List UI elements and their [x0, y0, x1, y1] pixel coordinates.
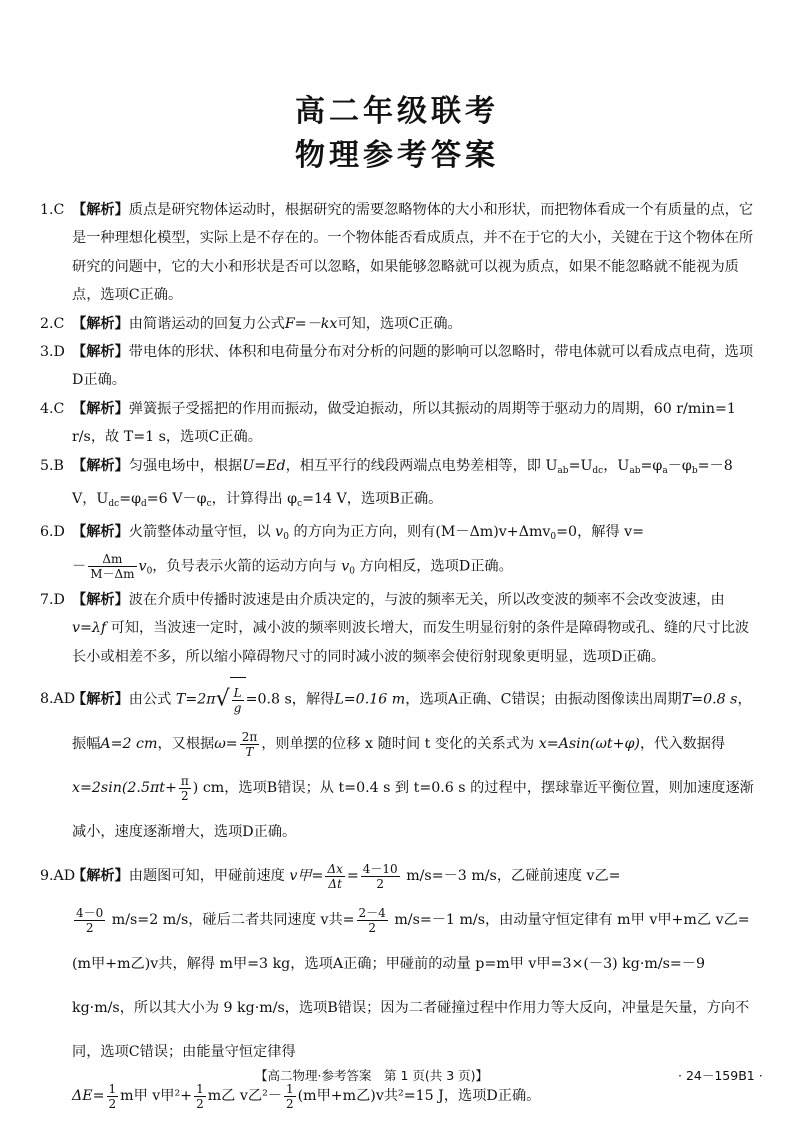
answer-text: 的方向为正方向，则有(M－Δm)v+Δmv	[293, 524, 551, 541]
formula: x=Asin(ωt+φ)	[538, 736, 640, 752]
answer-text: =－8 V，U	[72, 457, 733, 508]
subscript: 0	[550, 532, 557, 543]
answer-text: (m甲+m乙)v共²=15 J，选项D正确。	[297, 1088, 541, 1104]
answer-text: ，计算得出 φ	[211, 491, 298, 508]
formula: m甲 v甲²+	[120, 1088, 193, 1104]
answer-text: 方向相反，选项D正确。	[359, 558, 513, 575]
equals: =	[346, 868, 359, 884]
formula: ω=	[214, 736, 238, 752]
footer-page-info: 【高二物理·参考答案 第 1 页(共 3 页)】	[255, 1068, 489, 1083]
answer-4	[40, 395, 758, 452]
title-line-1: 高二年级联考	[295, 94, 499, 129]
answer-text: 由题图可知，甲碰前速度	[128, 868, 285, 884]
subscript: dc	[592, 465, 604, 476]
formula: F=－kx	[284, 315, 338, 332]
subscript: 0	[349, 566, 356, 577]
answer-2	[40, 310, 758, 338]
answer-text: 由简谐运动的回复力公式	[128, 315, 285, 332]
formula: A=2 cm	[100, 736, 158, 752]
answer-text: =U	[568, 457, 593, 474]
answer-7	[40, 586, 758, 671]
fraction	[194, 1082, 206, 1111]
answer-text: 可知，当波速一定时，减小波的频率则波长增大，而发生明显衍射的条件是障碍物或孔、缝的尺寸比波长小或相差不多，所以缩小障碍物尺寸的同时减小波的频率会使衍射现象更明显，选项D正确。	[72, 620, 750, 665]
answer-text: ，代入数据得	[639, 736, 726, 752]
answer-number: 4.C	[40, 400, 65, 417]
answer-number: 1.C	[40, 202, 65, 218]
numerator: Δm	[88, 552, 136, 567]
fraction	[325, 862, 344, 891]
square-root	[216, 677, 246, 722]
answer-text: =6 V－φ	[146, 491, 207, 508]
numerator: 1	[285, 1081, 294, 1096]
answer-text: =0，解得 v=	[556, 524, 645, 541]
fraction	[240, 730, 260, 759]
variable: v	[275, 524, 284, 541]
formula: L=0.16 m	[334, 691, 406, 708]
answer-text: m/s=－1 m/s，由动量守恒定律有 m甲 v甲+m乙 v乙=(m甲+m乙)v共，解得 m甲=3 kg，选项A正确；甲碰前的动量 p=m甲 v甲=3×(－3) kg·m/s=－9 kg·m/s，所以其大小为 9 kg·m/s，选项B错误；因为二者碰撞过程中作用力等大反向，冲量是矢量，方向不同，选项C错误；由能量守恒定律得	[72, 912, 750, 1060]
formula: m乙 v乙²－	[207, 1088, 282, 1104]
denominator: 2	[85, 920, 94, 935]
formula: T=2π	[175, 691, 216, 708]
numerator: 4－10	[362, 861, 398, 876]
numerator: 1	[196, 1081, 204, 1096]
answer-text: =0.8 s，解得	[245, 691, 335, 708]
denominator: 2	[285, 1096, 294, 1111]
numerator: 1	[108, 1081, 117, 1096]
numerator: Δx	[327, 861, 343, 876]
numerator: 2π	[241, 729, 258, 744]
denominator: 2	[376, 876, 385, 891]
formula: U=Ed	[242, 457, 286, 474]
subscript: ab	[557, 465, 569, 476]
numerator: L	[233, 685, 242, 700]
analysis-tag: 【解析】	[72, 868, 129, 884]
answer-text: =φ	[119, 491, 142, 508]
answer-text: 波在介质中传播时波速是由介质决定的，与波的频率无关，所以改变波的频率不会改变波速，由	[128, 591, 725, 608]
answer-text: 火箭整体动量守恒，以	[128, 524, 271, 541]
formula: ΔE=	[72, 1088, 105, 1104]
subscript: b	[691, 465, 698, 476]
answer-text: ，选项B错误；从 t=0.4 s 到 t=0.6 s 的过程中，摆球靠近平衡位置，则加速度逐渐减小，速度逐渐增大，选项D正确。	[72, 780, 754, 840]
answer-text: 匀强电场中，根据	[128, 457, 243, 474]
numerator: 2－4	[358, 905, 386, 920]
answer-text: 带电体的形状、体积和电荷量分布对分析的问题的影响可以忽略时，带电体就可以看成点电荷，选项D正确。	[72, 344, 754, 389]
denominator: 2	[368, 920, 376, 935]
fraction	[361, 862, 400, 891]
subscript: c	[297, 499, 303, 510]
answer-text: ，U	[603, 457, 630, 474]
answer-text: 可知，选项C正确。	[337, 315, 462, 332]
answer-number: 6.D	[40, 524, 65, 541]
subscript: 0	[283, 532, 289, 543]
denominator: 2	[196, 1096, 204, 1111]
answer-text: ，选项A正确、C错误；由振动图像读出周期	[405, 691, 682, 708]
answer-number: 9.AD	[40, 868, 76, 884]
variable: v	[138, 558, 147, 575]
formula: v=λf	[72, 620, 107, 637]
minus-sign: －	[72, 558, 87, 575]
denominator: 2	[108, 1096, 117, 1111]
radical-sign-icon: √	[215, 686, 230, 712]
answer-text: 质点是研究物体运动时，根据研究的需要忽略物体的大小和形状，而把物体看成一个有质量的点，它是一种理想化模型，实际上是不存在的。一个物体能否看成质点，并不在于它的大小，关键在于这个物体在所研究的问题中，它的大小和形状是否可以忽略，如果能够忽略就可以视为质点，如果不能忽略就不能视为质点，选项C正确。	[72, 202, 754, 304]
numerator: 4－0	[76, 905, 104, 920]
answer-text: =φ	[640, 457, 663, 474]
formula: T=0.8 s	[681, 691, 738, 708]
answer-text: 弹簧振子受摇把的作用而振动，做受迫振动，所以其振动的周期等于驱动力的周期，60 r/min=1 r/s，故 T=1 s，选项C正确。	[72, 400, 736, 446]
analysis-tag: 【解析】	[72, 591, 129, 608]
fraction	[74, 906, 105, 935]
denominator: Δt	[328, 876, 342, 891]
analysis-tag: 【解析】	[72, 691, 129, 708]
answers-body	[40, 196, 758, 1118]
formula: v甲=	[289, 868, 324, 884]
answer-text: 由公式	[128, 691, 172, 708]
answer-text: m/s=－3 m/s，乙碰前速度 v乙=	[406, 868, 621, 884]
answer-3	[40, 338, 758, 395]
analysis-tag: 【解析】	[72, 457, 129, 474]
analysis-tag: 【解析】	[72, 202, 129, 218]
answer-text: =14 V，选项B正确。	[302, 491, 443, 508]
denominator: 2	[181, 788, 189, 803]
answer-number: 7.D	[40, 591, 65, 608]
subscript: d	[141, 499, 147, 510]
subscript: a	[662, 465, 668, 476]
subscript: dc	[108, 499, 120, 510]
answer-text: m/s=2 m/s，碰后二者共同速度 v共=	[111, 912, 355, 928]
subscript: c	[206, 499, 212, 510]
fraction	[107, 1082, 119, 1111]
answer-text: －φ	[667, 457, 692, 474]
formula: x=2sin(2.5πt+	[72, 780, 177, 796]
formula: ) cm	[192, 780, 225, 796]
answer-number: 8.AD	[40, 691, 76, 707]
numerator: π	[180, 773, 189, 788]
answer-number: 5.B	[40, 457, 64, 474]
title-line-2: 物理参考答案	[295, 138, 499, 173]
answer-text: ，又根据	[157, 736, 215, 752]
answer-5	[40, 452, 758, 519]
fraction	[179, 774, 191, 803]
denominator: M－Δm	[90, 566, 135, 581]
answer-text: ，则单摆的位移 x 随时间 t 变化的关系式为	[261, 736, 535, 752]
answer-1	[40, 196, 758, 310]
answer-number: 2.C	[40, 315, 65, 332]
analysis-tag: 【解析】	[72, 344, 129, 361]
answer-text: ，振幅	[72, 691, 752, 752]
answer-text: ，负号表示火箭的运动方向与	[152, 558, 337, 575]
fraction	[284, 1082, 296, 1111]
analysis-tag: 【解析】	[72, 400, 129, 417]
variable: v	[341, 558, 350, 575]
answer-text: ，相互平行的线段两端点电势差相等，即 U	[285, 457, 558, 474]
denominator: g	[233, 700, 242, 715]
answer-number: 3.D	[40, 344, 65, 361]
subscript: 0	[146, 566, 153, 577]
answer-6	[40, 518, 758, 585]
denominator: T	[245, 744, 254, 759]
analysis-tag: 【解析】	[72, 524, 129, 541]
fraction	[357, 906, 388, 935]
fraction	[88, 552, 136, 581]
subscript: ab	[629, 465, 641, 476]
analysis-tag: 【解析】	[72, 315, 129, 332]
footer-code: · 24－159B1 ·	[678, 1068, 763, 1083]
answer-8	[40, 677, 758, 854]
